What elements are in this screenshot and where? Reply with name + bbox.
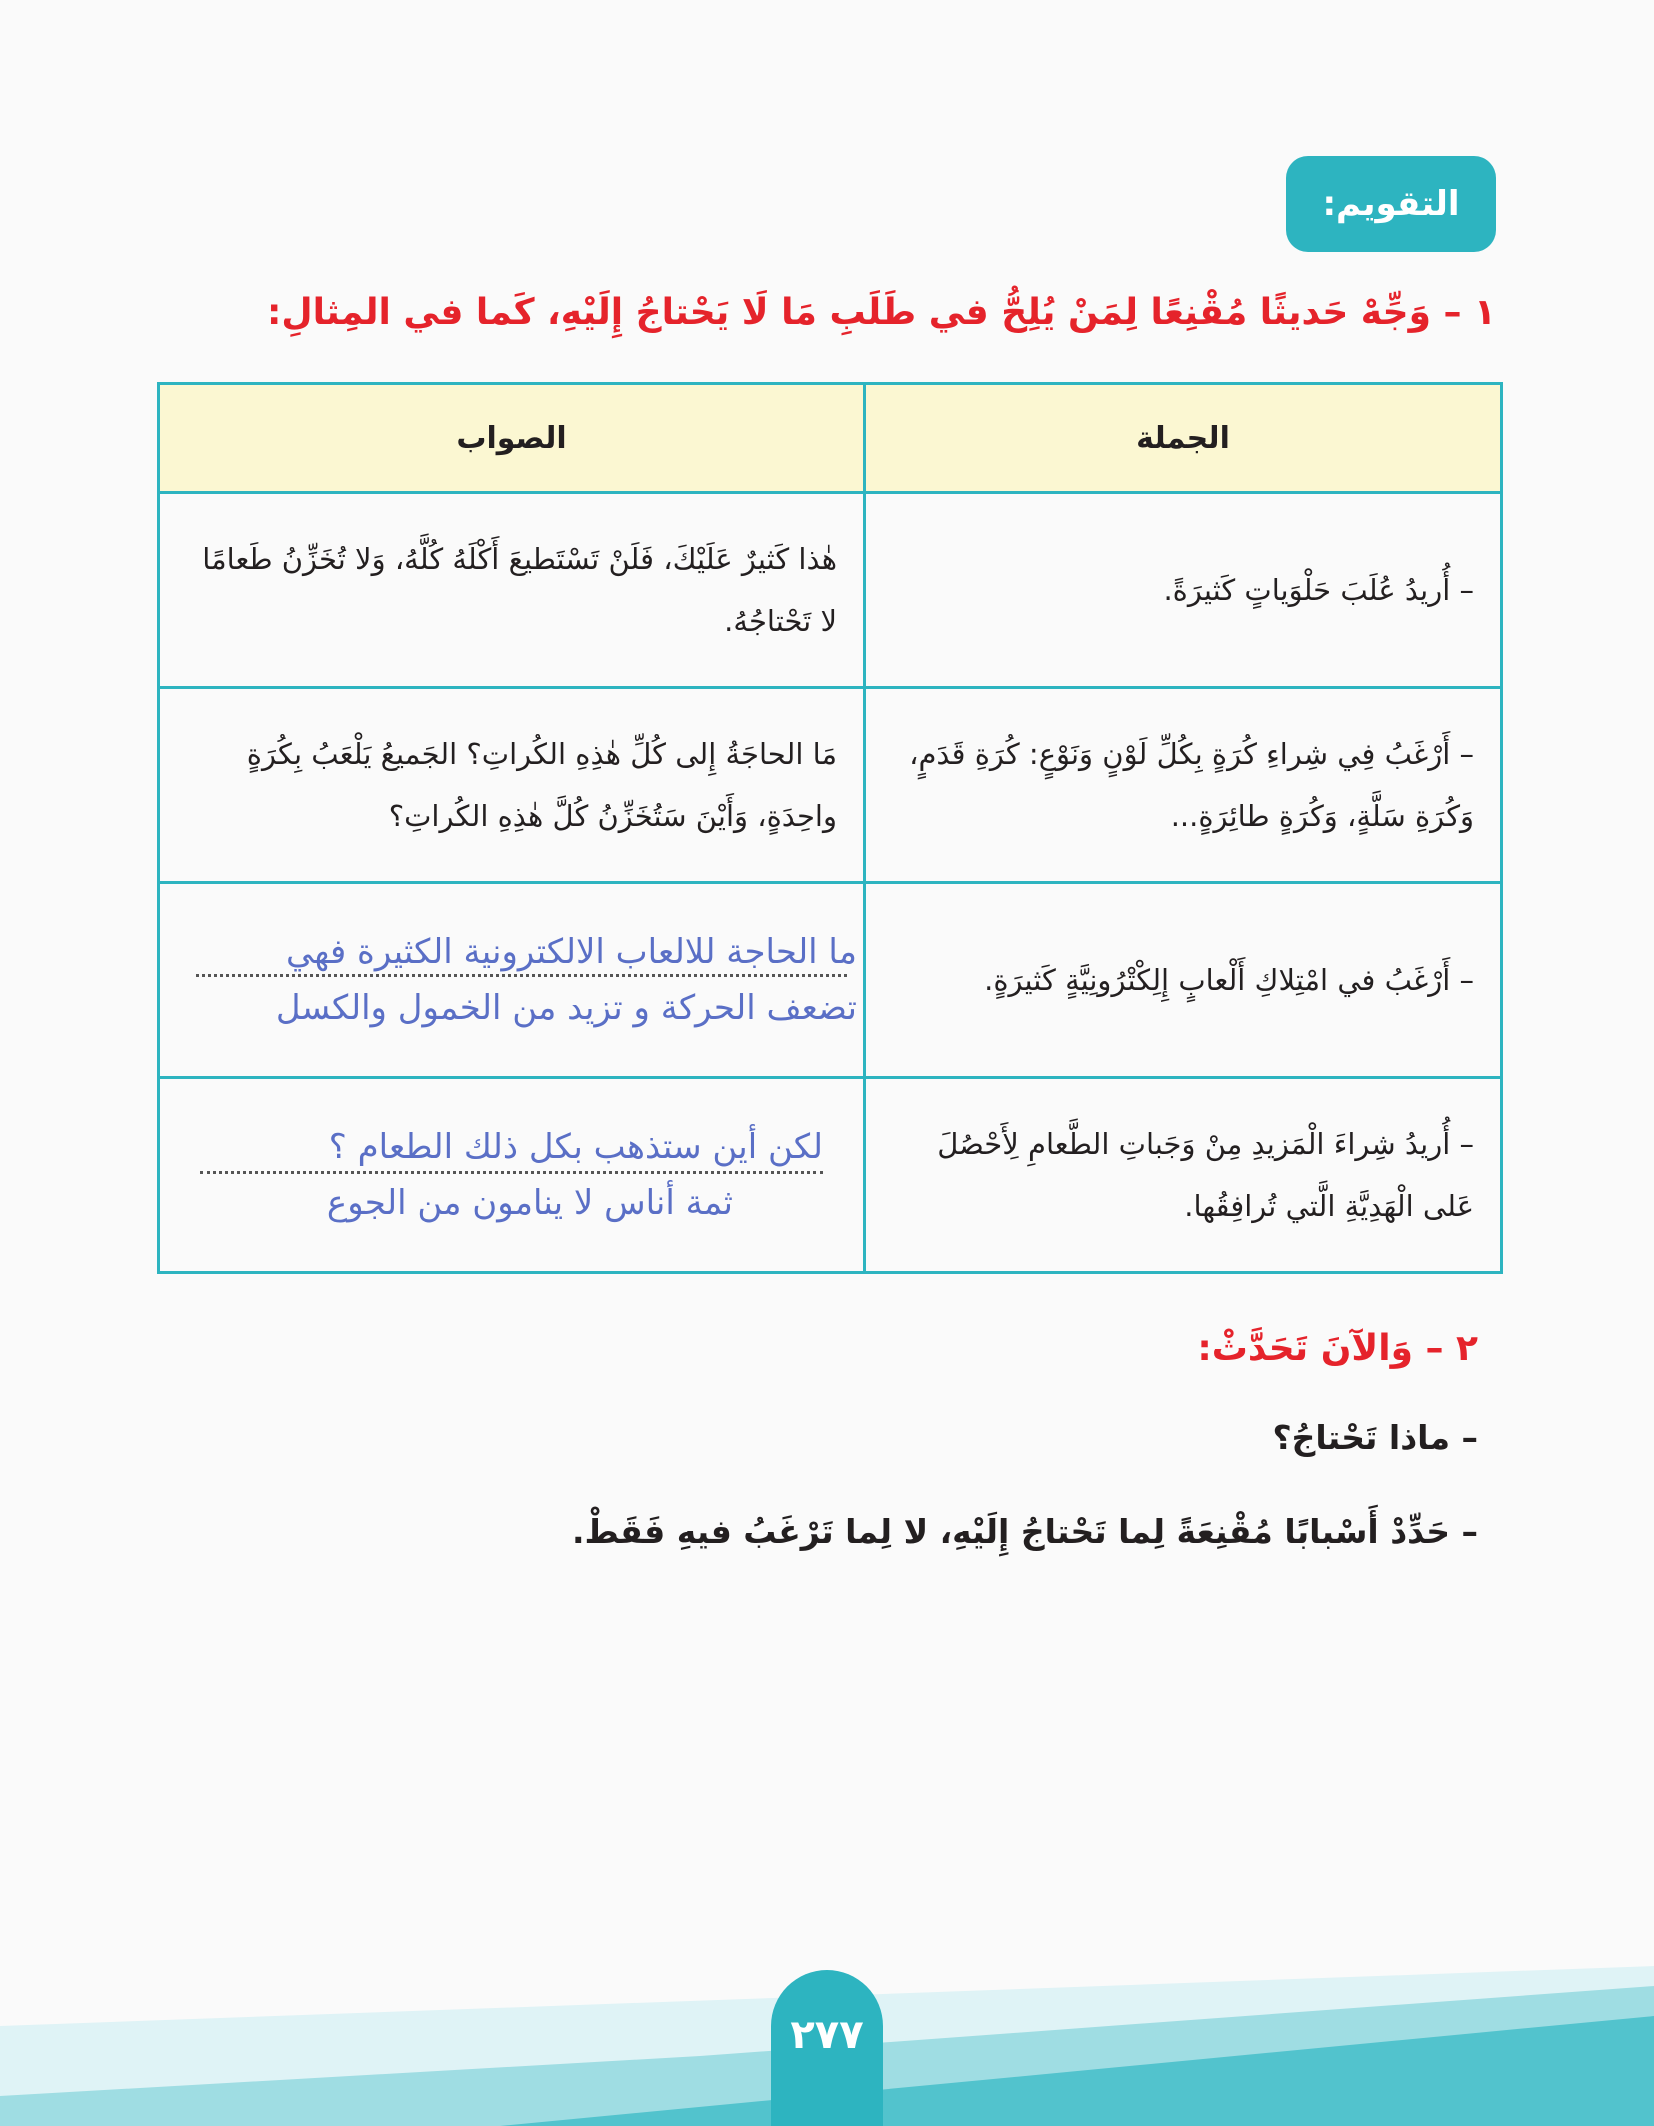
row-4-correct-answer[interactable] [159, 1078, 865, 1273]
table-row [159, 688, 1502, 883]
question-2-bullet: – ماذا تَحْتاجُ؟ [1272, 1418, 1478, 1457]
question-1-title: ١ – وَجِّهْ حَديثًا مُقْنِعًا لِمَنْ يُلِحُّ في طَلَبِ مَا لَا يَحْتاجُ إِلَيْهِ، كَما في المِثالِ: [267, 292, 1496, 333]
handwritten-line: ثمة أناس لا ينامون من الجوع [326, 1183, 733, 1223]
handwritten-line: لكن أين ستذهب بكل ذلك الطعام ؟ [328, 1127, 823, 1167]
handwritten-answer-4 [200, 1119, 823, 1231]
table-row [159, 493, 1502, 688]
table-row [159, 883, 1502, 1078]
table-row [159, 1078, 1502, 1273]
row-2-correct: مَا الحاجَةُ إِلى كُلِّ هٰذِهِ الكُراتِ؟ الجَميعُ يَلْعَبُ بِكُرَةٍ واحِدَةٍ، وَأَيْنَ سَتُخَزِّنُ كُلَّ هٰذِهِ الكُراتِ؟ [159, 688, 865, 883]
header-sentence: الجملة [865, 384, 1502, 493]
row-1-sentence: – أُريدُ عُلَبَ حَلْوَياتٍ كَثيرَةً. [865, 493, 1502, 688]
question-2-title: ٢ – وَالآنَ تَحَدَّثْ: [1197, 1328, 1478, 1369]
row-1-correct: هٰذا كَثيرٌ عَلَيْكَ، فَلَنْ تَسْتَطيعَ أَكْلَهُ كُلَّهُ، وَلا تُخَزِّنُ طَعامًا لا تَحْتاجُهُ. [159, 493, 865, 688]
handwritten-answer-3 [166, 924, 857, 1036]
header-correct: الصواب [159, 384, 865, 493]
row-2-sentence: – أَرْغَبُ فِي شِراءِ كُرَةٍ بِكُلِّ لَوْنٍ وَنَوْعٍ: كُرَةِ قَدَمٍ، وَكُرَةِ سَلَّةٍ، وَكُرَةٍ طائِرَةٍ... [865, 688, 1502, 883]
row-3-correct-answer[interactable] [159, 883, 865, 1078]
page-number-badge: ٢٧٧ [771, 1970, 883, 2126]
question-2-bullet: – حَدِّدْ أَسْبابًا مُقْنِعَةً لِما تَحْتاجُ إِلَيْهِ، لا لِما تَرْغَبُ فيهِ فَقَطْ. [571, 1512, 1478, 1551]
evaluation-table [157, 382, 1503, 1274]
handwritten-line: تضعف الحركة و تزيد من الخمول والكسل [275, 988, 857, 1028]
handwritten-line: ما الحاجة للالعاب الالكترونية الكثيرة فهي [285, 932, 857, 972]
table-header-row [159, 384, 1502, 493]
row-4-sentence: – أُريدُ شِراءَ الْمَزيدِ مِنْ وَجَباتِ الطَّعامِ لِأَحْصُلَ عَلى الْهَدِيَّةِ الَّتي تُرافِقُها. [865, 1078, 1502, 1273]
section-tag-evaluation: التقويم: [1286, 156, 1496, 252]
row-3-sentence: – أَرْغَبُ في امْتِلاكِ أَلْعابٍ إِلِكْتْرُونِيَّةٍ كَثيرَةٍ. [865, 883, 1502, 1078]
